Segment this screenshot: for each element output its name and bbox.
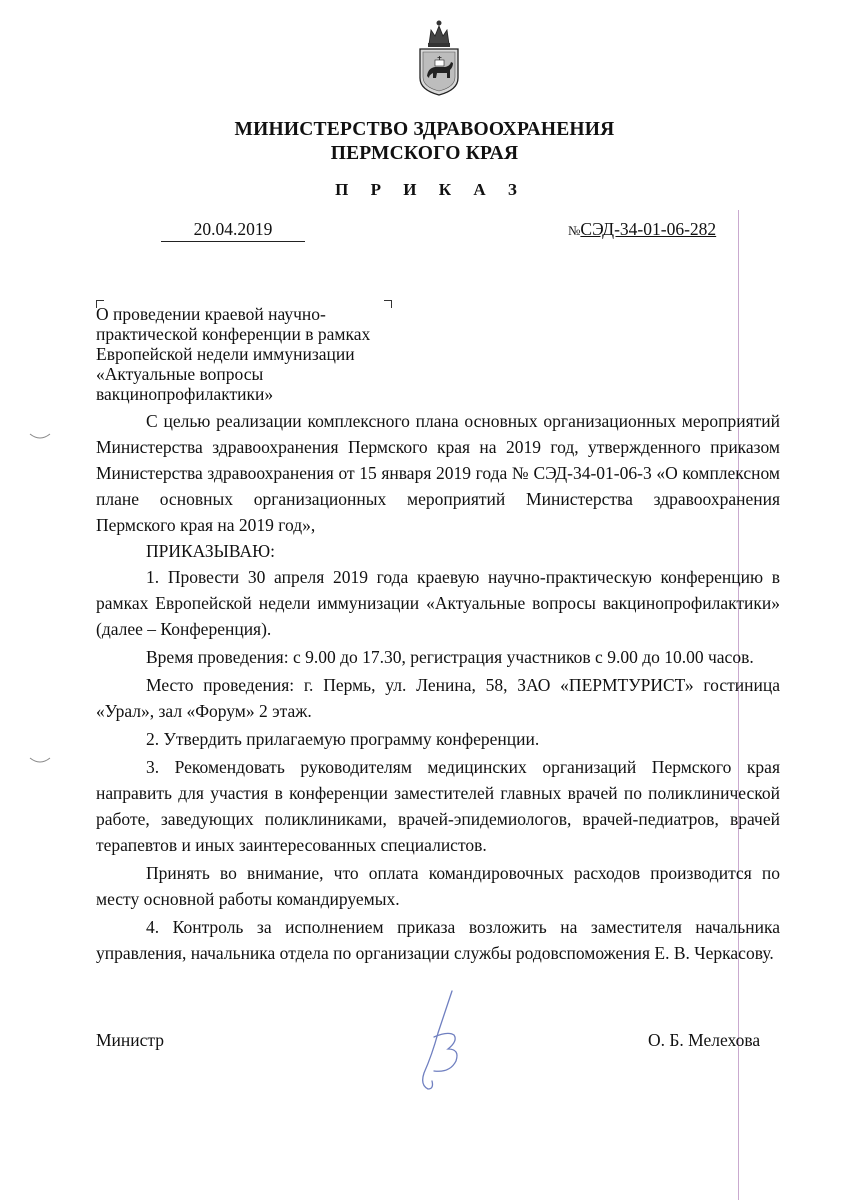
signatory-name: О. Б. Мелехова [648,1030,761,1050]
clause-1: 1. Провести 30 апреля 2019 года краевую научно-практическую конференцию в рамках Европейской недели иммунизации «Актуальные вопросы вакцинопрофилактики» (далее – Конференция). [96,567,780,639]
punch-mark [28,432,52,442]
clause-4: 4. Контроль за исполнением приказа возложить на заместителя начальника управления, начальника отдела по организации службы родовспоможения Е. В. Черкасову. [96,917,780,963]
clause-1-place: Место проведения: г. Пермь, ул. Ленина, 58, ЗАО «ПЕРМТУРИСТ» гостиница «Урал», зал «Форум» 2 этаж. [96,675,780,721]
number-sign: № [568,223,581,238]
ministry-title-line2: ПЕРМСКОГО КРАЯ [330,143,519,164]
subject-line: вакцинопрофилактики» [96,384,274,404]
document-number [568,218,716,242]
clause-1-time: Время проведения: с 9.00 до 17.30, регистрация участников с 9.00 до 10.00 часов. [146,647,754,667]
handwritten-signature [404,985,474,1097]
punch-mark [28,756,52,766]
ministry-title-line1: МИНИСТЕРСТВО ЗДРАВООХРАНЕНИЯ [234,119,615,140]
preamble-paragraph: С целью реализации комплексного плана основных организационных мероприятий Министерства здравоохранения Пермского края на 2019 год, утвержденного приказом Министерства здравоохранения от 15 января 2019 года № СЭД-34-01-06-3 «О комплексном плане основных организационных мероприятий Министерства здравоохранения Пермского края на 2019 год», [96,411,780,535]
signatory-title: Министр [96,1030,165,1050]
clause-2: 2. Утвердить прилагаемую программу конференции. [146,729,540,749]
subject-line: «Актуальные вопросы [96,364,264,384]
document-subject [96,304,426,404]
clause-3: 3. Рекомендовать руководителям медицинских организаций Пермского края направить для участия в конференции заместителей главных врачей по поликлинической работе, заведующих поликлиниками, врачей-эпидемиологов, врачей-педиатров, врачей терапевтов и иных заинтересованных специалистов. [96,757,780,855]
coat-of-arms-icon [417,18,461,96]
order-heading: ПРИКАЗЫВАЮ: [146,541,275,561]
subject-line: О проведении краевой научно- [96,304,326,324]
subject-line: практической конференции в рамках [96,324,371,344]
document-number-value: СЭД-34-01-06-282 [580,219,717,239]
document-date: 20.04.2019 [161,218,305,242]
document-type: П Р И К А З [335,180,526,199]
ministry-title [0,118,849,166]
clause-3-note: Принять во внимание, что оплата командировочных расходов производится по месту основной работы командируемых. [96,863,780,909]
document-body [96,408,780,966]
subject-line: Европейской недели иммунизации [96,344,355,364]
